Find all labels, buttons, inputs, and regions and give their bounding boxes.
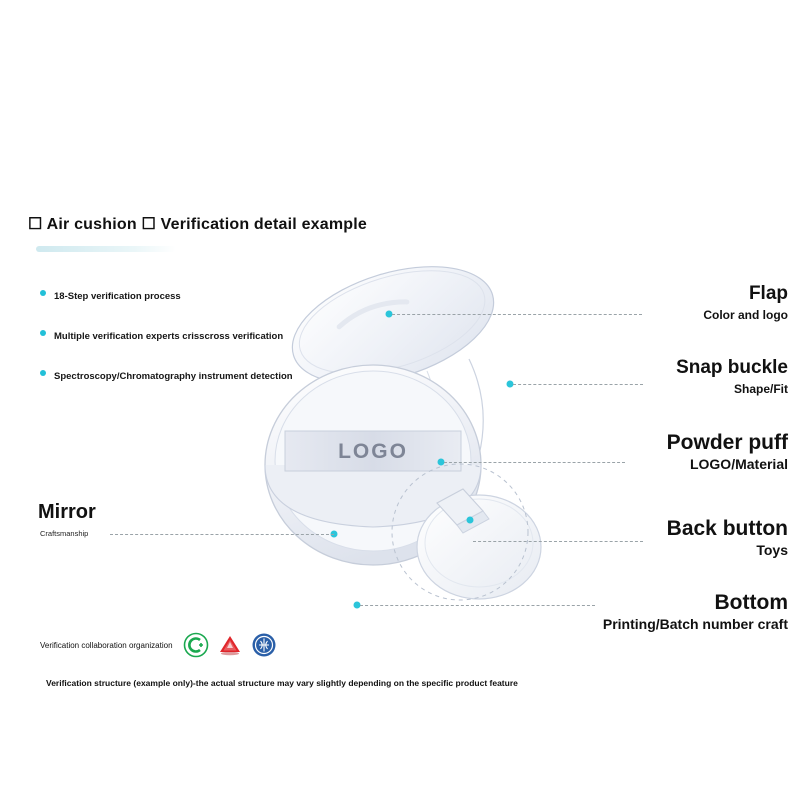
- ccic-seal-icon: [183, 632, 209, 658]
- callout-back-button: [667, 518, 788, 558]
- callout-flap-title: Flap: [748, 283, 788, 304]
- illustration-logo-text: LOGO: [338, 440, 408, 463]
- callout-powder-puff: [667, 432, 788, 472]
- bullet-dot-icon: [40, 290, 46, 296]
- callout-mirror-title: Mirror: [38, 501, 96, 523]
- leader-line-snap-buckle: [513, 384, 643, 385]
- list-item-label: 18-Step verification process: [54, 291, 181, 302]
- callout-back-button-subtitle: Toys: [756, 542, 788, 558]
- leader-line-flap: [392, 314, 642, 315]
- bullet-dot-icon: [40, 330, 46, 336]
- callout-snap-buckle-subtitle: Shape/Fit: [733, 382, 788, 396]
- title-underline-decoration: [36, 246, 176, 252]
- page-title: ☐ Air cushion ☐ Verification detail example: [28, 216, 368, 233]
- certification-organizations: [40, 632, 277, 658]
- callout-back-button-title: Back button: [666, 517, 788, 540]
- red-triangle-seal-icon: [217, 632, 243, 658]
- blue-circle-seal-icon: [251, 632, 277, 658]
- callout-snap-buckle: [676, 357, 788, 397]
- callout-powder-puff-title: Powder puff: [666, 431, 788, 454]
- air-cushion-compact-illustration: [255, 255, 585, 625]
- callout-bottom-title: Bottom: [714, 591, 788, 614]
- leader-line-bottom: [360, 605, 595, 606]
- leader-line-back-button: [473, 541, 643, 542]
- callout-flap: [703, 283, 788, 323]
- bullet-dot-icon: [40, 370, 46, 376]
- list-item-label: Spectroscopy/Chromatography instrument detection: [54, 371, 293, 382]
- callout-powder-puff-subtitle: LOGO/Material: [689, 456, 788, 472]
- callout-flap-subtitle: Color and logo: [703, 308, 788, 322]
- footer-note: Verification structure (example only)-the actual structure may vary slightly depending on the specific product feature: [46, 678, 518, 688]
- callout-mirror-subtitle: Craftsmanship: [40, 529, 89, 538]
- list-item-label: Multiple verification experts crisscross verification: [54, 331, 284, 342]
- callout-mirror: [38, 500, 96, 540]
- callout-bottom: [603, 592, 788, 632]
- certification-caption: Verification collaboration organization: [40, 640, 173, 650]
- anchor-dot-back-button: [467, 517, 474, 524]
- callout-bottom-subtitle: Printing/Batch number craft: [602, 616, 788, 632]
- leader-line-mirror: [110, 534, 334, 535]
- callout-snap-buckle-title: Snap buckle: [676, 357, 788, 378]
- leader-line-powder-puff: [444, 462, 625, 463]
